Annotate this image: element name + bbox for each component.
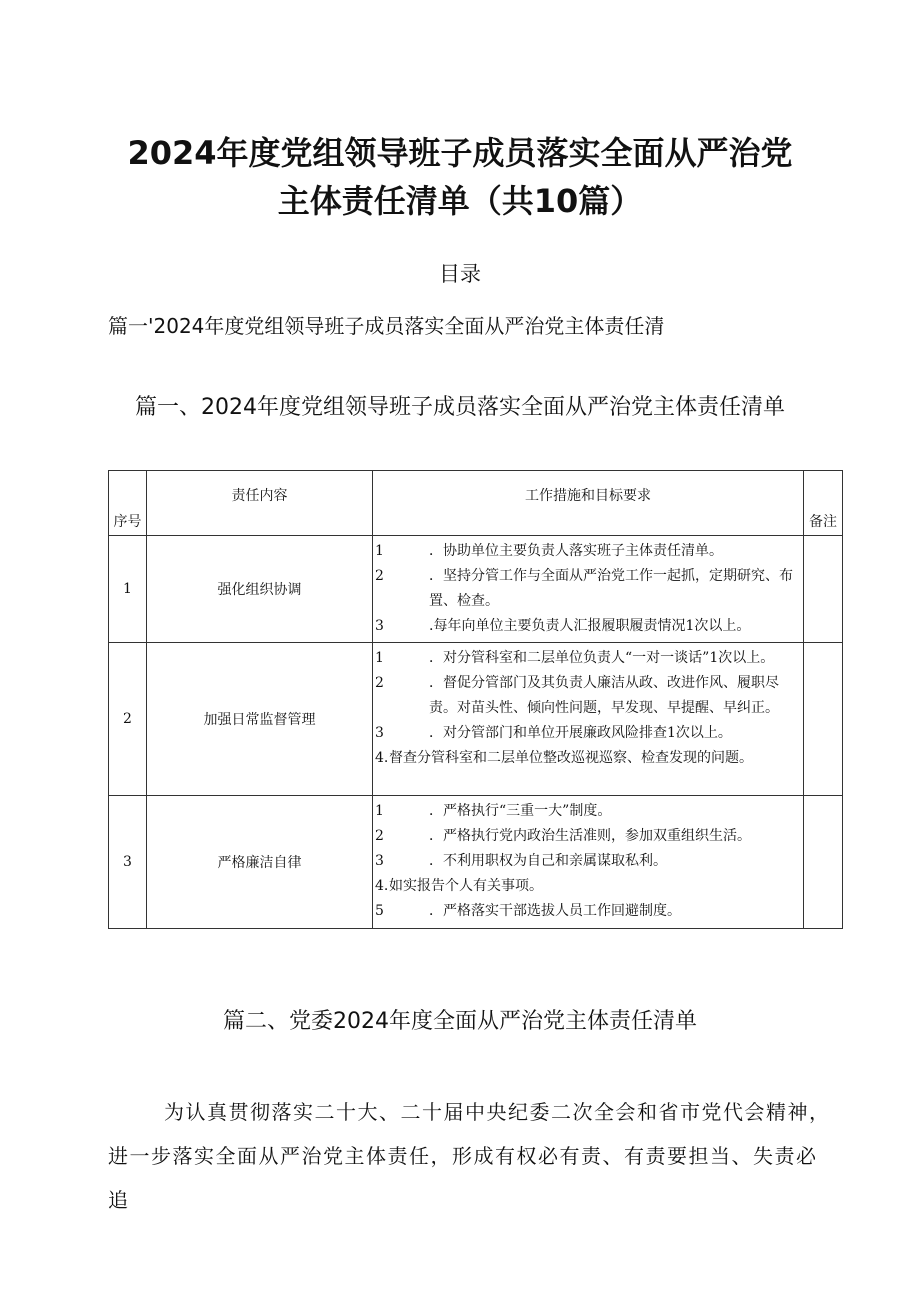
row-content: 严格廉洁自律 — [147, 796, 373, 929]
measure-num: 2 — [375, 828, 384, 844]
measure-item — [375, 874, 803, 899]
measure-num: 3 — [375, 725, 384, 741]
measure-item — [375, 564, 803, 614]
measure-text: ．对分管部门和单位开展廉政风险排查1次以上。 — [429, 725, 732, 741]
table-row — [109, 643, 843, 796]
section-2-heading: 篇二、党委2024年度全面从严治党主体责任清单 — [223, 1009, 697, 1034]
measure-item — [375, 539, 803, 564]
measure-item — [375, 721, 803, 746]
section-1-heading: 篇一、2024年度党组领导班子成员落实全面从严治党主体责任清单 — [135, 395, 785, 420]
measure-text: ．对分管科室和二层单位负责人“一对一谈话”1次以上。 — [429, 650, 775, 666]
toc-entry[interactable]: 篇一'2024年度党组领导班子成员落实全面从严治党主体责任清 — [108, 314, 665, 338]
measure-text: 如实报告个人有关事项。 — [389, 878, 543, 894]
measure-text: .每年向单位主要负责人汇报履职履责情况1次以上。 — [429, 618, 751, 634]
measure-item — [375, 799, 803, 824]
measure-num: 4. — [375, 878, 389, 894]
row-no: 3 — [109, 796, 147, 929]
row-note — [804, 643, 843, 796]
measure-num: 1 — [375, 650, 384, 666]
measure-text: ．严格执行党内政治生活准则，参加双重组织生活。 — [429, 828, 751, 844]
measure-num: 1 — [375, 543, 384, 559]
measure-text: ．坚持分管工作与全面从严治党工作一起抓，定期研究、布置、检查。 — [429, 568, 793, 609]
row-no: 1 — [109, 536, 147, 643]
measure-num: 2 — [375, 568, 384, 584]
measure-item — [375, 824, 803, 849]
table-row — [109, 536, 843, 643]
header-content: 责任内容 — [147, 471, 373, 536]
measure-num: 3 — [375, 853, 384, 869]
measure-text: ．不利用职权为自己和亲属谋取私利。 — [429, 853, 667, 869]
row-measures — [373, 536, 804, 643]
measure-num: 5 — [375, 903, 384, 919]
measure-text: ．严格落实干部选拔人员工作回避制度。 — [429, 903, 681, 919]
row-no: 2 — [109, 643, 147, 796]
body-paragraph: 为认真贯彻落实二十大、二十届中央纪委二次全会和省市党代会精神，进一步落实全面从严治党主体责任，形成有权必有责、有责要担当、失责必追 — [108, 1100, 831, 1212]
measure-item — [375, 671, 803, 721]
measure-text: ．督促分管部门及其负责人廉洁从政、改进作风、履职尽责。对苗头性、倾向性问题，早发现、早提醒、早纠正。 — [429, 675, 779, 716]
measure-item — [375, 646, 803, 671]
measure-num: 3 — [375, 618, 384, 634]
measure-item — [375, 849, 803, 874]
measure-text: ．协助单位主要负责人落实班子主体责任清单。 — [429, 543, 723, 559]
header-measures: 工作措施和目标要求 — [373, 471, 804, 536]
row-measures — [373, 643, 804, 796]
table-header-row — [109, 471, 843, 536]
measure-item — [375, 614, 803, 639]
toc-heading: 目录 — [439, 262, 481, 286]
header-note: 备注 — [804, 471, 843, 536]
row-measures — [373, 796, 804, 929]
measure-num: 2 — [375, 675, 384, 691]
header-no: 序号 — [109, 471, 147, 536]
measure-num: 1 — [375, 803, 384, 819]
measure-text: ．严格执行“三重一大”制度。 — [429, 803, 612, 819]
table-row — [109, 796, 843, 929]
measure-text: 督查分管科室和二层单位整改巡视巡察、检查发现的问题。 — [389, 750, 753, 766]
measure-item — [375, 746, 803, 771]
row-content: 强化组织协调 — [147, 536, 373, 643]
row-content: 加强日常监督管理 — [147, 643, 373, 796]
measure-num: 4. — [375, 750, 389, 766]
document-title-line-2: 主体责任清单（共10篇） — [277, 182, 643, 220]
measure-item — [375, 899, 803, 924]
row-note — [804, 796, 843, 929]
document-title-line-1: 2024年度党组领导班子成员落实全面从严治党 — [127, 134, 793, 172]
responsibility-table — [108, 470, 843, 929]
row-note — [804, 536, 843, 643]
